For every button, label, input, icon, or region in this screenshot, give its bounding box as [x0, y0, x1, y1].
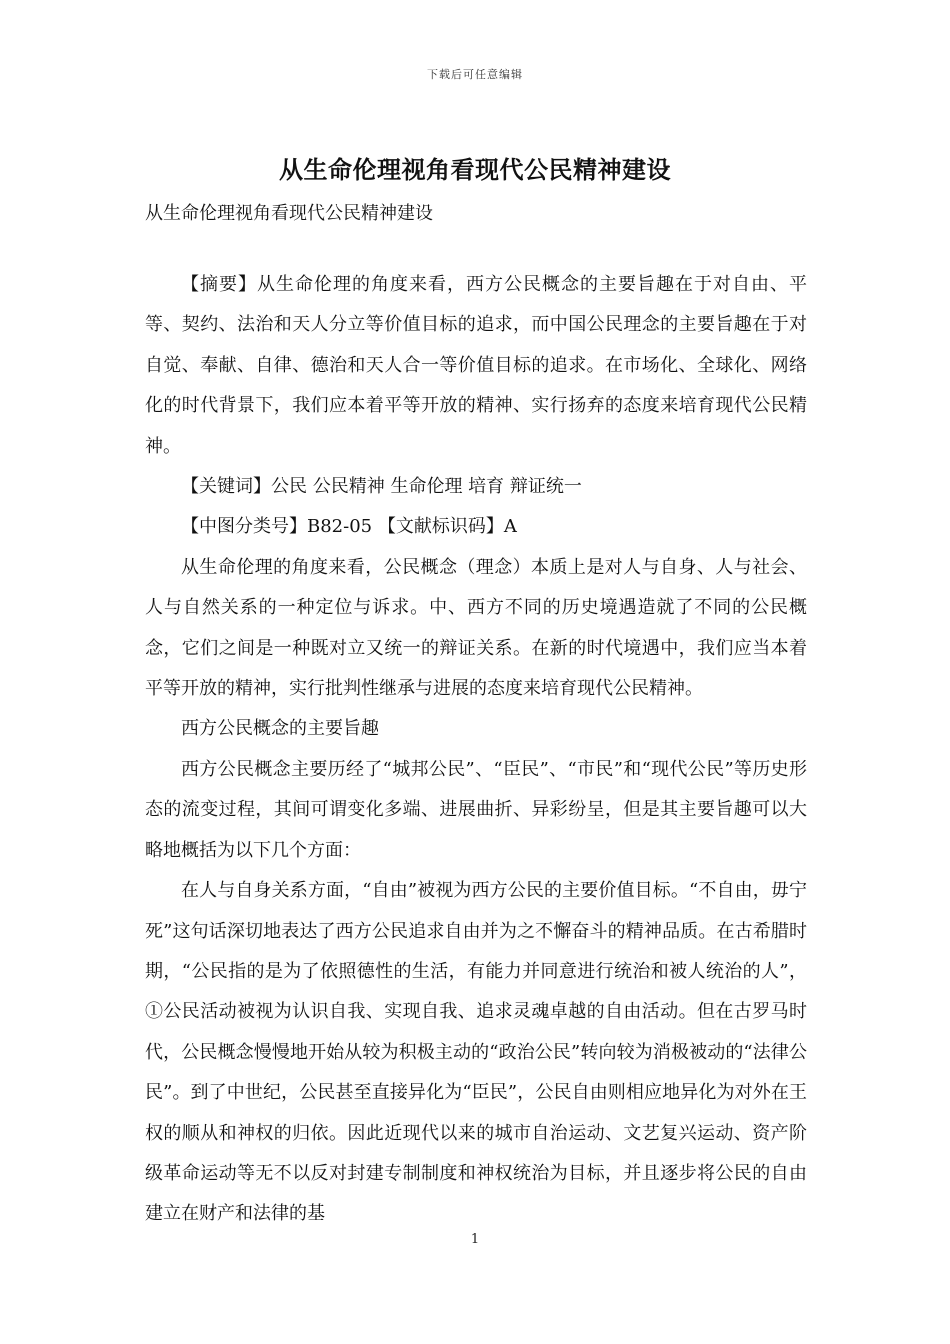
header-note: 下载后可任意编辑 [427, 68, 523, 81]
page-number: 1 [470, 1232, 480, 1247]
body-text [145, 265, 807, 1235]
intro-paragraph: 从生命伦理的角度来看，公民概念（理念）本质上是对人与自身、人与社会、人与自然关系的一种定位与诉求。中、西方不同的历史境遇造就了不同的公民概念，它们之间是一种既对立又统一的辩证关系。在新的时代境遇中，我们应当本着平等开放的精神，实行批判性继承与进展的态度来培育现代公民精神。 [145, 556, 807, 700]
document-subtitle: 从生命伦理视角看现代公民精神建设 [145, 203, 433, 224]
keywords-paragraph: 【关键词】公民 公民精神 生命伦理 培育 辩证统一 [181, 476, 582, 498]
section-heading: 西方公民概念的主要旨趣 [181, 718, 379, 740]
body-paragraph: 在人与自身关系方面，“自由”被视为西方公民的主要价值目标。“不自由，毋宁死”这句话深切地表达了西方公民追求自由并为之不懈奋斗的精神品质。在古希腊时期，“公民指的是为了依照德性的生活，有能力并同意进行统治和被人统治的人”，①公民活动被视为认识自我、实现自我、追求灵魂卓越的自由活动。但在古罗马时代，公民概念慢慢地开始从较为积极主动的“政治公民”转向较为消极被动的“法律公民”。到了中世纪，公民甚至直接异化为“臣民”，公民自由则相应地异化为对外在王权的顺从和神权的归依。因此近现代以来的城市自治运动、文艺复兴运动、资产阶级革命运动等无不以反对封建专制制度和神权统治为目标，并且逐步将公民的自由建立在财产和法律的基 [145, 880, 807, 1225]
document-title: 从生命伦理视角看现代公民精神建设 [279, 155, 671, 184]
abstract-paragraph: 【摘要】从生命伦理的角度来看，西方公民概念的主要旨趣在于对自由、平等、契约、法治和天人分立等价值目标的追求，而中国公民理念的主要旨趣在于对自觉、奉献、自律、德治和天人合一等价值目标的追求。在市场化、全球化、网络化的时代背景下，我们应本着平等开放的精神、实行扬弃的态度来培育现代公民精神。 [145, 274, 807, 457]
classification-paragraph: 【中图分类号】B82-05 【文献标识码】A [181, 516, 517, 538]
body-paragraph: 西方公民概念主要历经了“城邦公民”、“臣民”、“市民”和“现代公民”等历史形态的流变过程，其间可谓变化多端、进展曲折、异彩纷呈，但是其主要旨趣可以大略地概括为以下几个方面： [145, 758, 807, 861]
